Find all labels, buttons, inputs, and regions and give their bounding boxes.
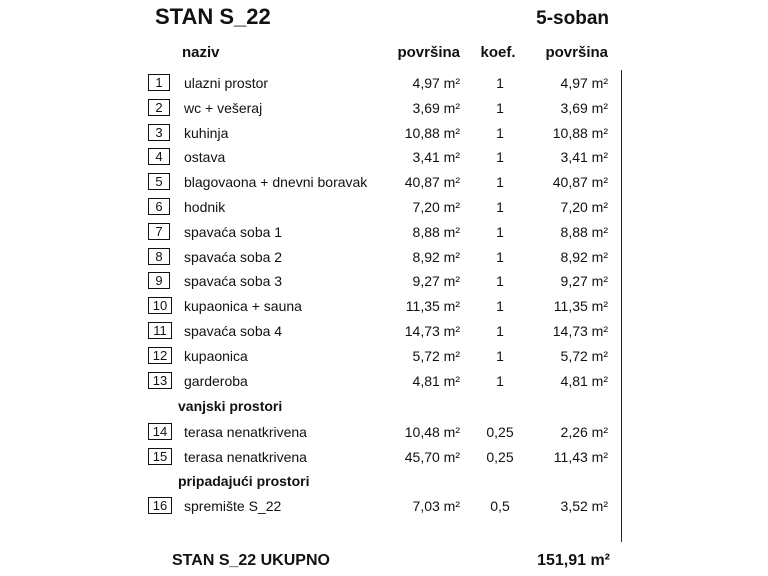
room-name: hodnik [184, 199, 226, 215]
room-number: 10 [148, 297, 172, 314]
room-number: 11 [148, 322, 172, 339]
room-name: garderoba [184, 372, 248, 389]
room-area: 5,72 m² [412, 347, 460, 364]
room-weighted-area: 8,92 m² [560, 248, 608, 265]
room-number: 12 [148, 347, 172, 364]
room-number: 5 [148, 173, 170, 190]
room-number: 16 [148, 497, 172, 514]
room-coefficient: 0,5 [490, 498, 510, 514]
room-area: 8,92 m² [412, 248, 460, 265]
room-weighted-area: 4,97 m² [560, 75, 608, 91]
room-number: 14 [148, 423, 172, 440]
room-weighted-area: 14,73 m² [552, 323, 608, 339]
room-weighted-area: 10,88 m² [552, 124, 608, 141]
room-weighted-area: 11,43 m² [553, 448, 608, 465]
room-coefficient: 1 [496, 323, 504, 339]
header-povrsina: površina [397, 44, 460, 61]
room-weighted-area: 8,88 m² [560, 223, 608, 240]
room-name: kuhinja [184, 124, 229, 141]
table-row [0, 147, 768, 167]
total-value: 151,91 m² [537, 552, 610, 569]
table-row [0, 496, 768, 516]
room-name: blagovaona + dnevni boravak [184, 174, 368, 191]
room-area: 3,69 m² [412, 99, 460, 116]
room-coefficient: 1 [496, 223, 504, 240]
room-coefficient: 1 [496, 174, 504, 191]
table-row [0, 422, 768, 442]
table-row [0, 321, 768, 341]
room-area: 10,48 m² [404, 424, 460, 440]
room-area: 7,03 m² [412, 498, 460, 514]
room-name: spavaća soba 1 [184, 223, 283, 240]
room-name: spavaća soba 2 [184, 248, 283, 265]
table-row [0, 73, 768, 93]
table-row [0, 222, 768, 242]
room-number: 3 [148, 124, 170, 141]
room-weighted-area: 4,81 m² [560, 372, 608, 389]
room-name: kupaonica [184, 347, 248, 364]
table-row [0, 271, 768, 291]
room-coefficient: 1 [496, 124, 504, 141]
room-name: spavaća soba 4 [184, 323, 283, 339]
room-coefficient: 0,25 [486, 424, 514, 440]
room-coefficient: 1 [496, 372, 504, 389]
room-area: 4,81 m² [412, 372, 460, 389]
room-area: 4,97 m² [412, 75, 460, 91]
section-belonging-title: pripadajući prostori [178, 473, 310, 489]
table-row [0, 447, 768, 467]
table-row [0, 296, 768, 316]
room-coefficient: 1 [496, 298, 504, 315]
table-row [0, 172, 768, 192]
table-divider [621, 70, 622, 542]
header-povrsina-weighted: površina [545, 44, 608, 61]
room-weighted-area: 7,20 m² [560, 199, 608, 215]
room-coefficient: 1 [496, 347, 504, 364]
room-weighted-area: 2,26 m² [560, 424, 608, 440]
room-number: 1 [148, 74, 170, 91]
section-outdoor-title: vanjski prostori [178, 398, 283, 414]
room-number: 13 [148, 372, 172, 389]
room-weighted-area: 40,87 m² [552, 174, 608, 191]
room-number: 8 [148, 248, 170, 265]
room-coefficient: 0,25 [486, 448, 514, 465]
apartment-title: STAN S_22 [155, 4, 271, 29]
room-name: wc + vešeraj [184, 99, 263, 116]
header-naziv: naziv [182, 44, 220, 61]
table-row [0, 123, 768, 143]
total-label: STAN S_22 UKUPNO [172, 552, 330, 569]
room-name: spavaća soba 3 [184, 273, 283, 290]
room-coefficient: 1 [496, 273, 504, 290]
room-coefficient: 1 [496, 199, 504, 215]
room-area: 9,27 m² [412, 273, 460, 290]
room-coefficient: 1 [496, 99, 504, 116]
room-coefficient: 1 [496, 75, 504, 91]
room-area: 7,20 m² [412, 199, 460, 215]
room-weighted-area: 5,72 m² [560, 347, 608, 364]
room-number: 4 [148, 148, 170, 165]
room-number: 2 [148, 99, 170, 116]
room-weighted-area: 9,27 m² [560, 273, 608, 290]
table-row [0, 371, 768, 391]
room-area: 8,88 m² [412, 223, 460, 240]
room-coefficient: 1 [496, 248, 504, 265]
room-weighted-area: 3,41 m² [560, 149, 608, 166]
room-number: 6 [148, 198, 170, 215]
room-area: 10,88 m² [404, 124, 460, 141]
room-weighted-area: 11,35 m² [553, 298, 608, 315]
room-area: 11,35 m² [405, 298, 460, 315]
room-area: 14,73 m² [404, 323, 460, 339]
room-weighted-area: 3,69 m² [560, 99, 608, 116]
room-name: ulazni prostor [184, 75, 269, 91]
table-row [0, 247, 768, 267]
room-count-label: 5-soban [536, 8, 609, 29]
room-name: ostava [184, 149, 226, 166]
room-number: 9 [148, 272, 170, 289]
room-coefficient: 1 [496, 149, 504, 166]
room-number: 7 [148, 223, 170, 240]
table-row [0, 346, 768, 366]
table-row [0, 197, 768, 217]
room-area: 3,41 m² [412, 149, 460, 166]
header-koef: koef. [480, 44, 516, 61]
room-name: kupaonica + sauna [184, 298, 302, 315]
room-number: 15 [148, 448, 172, 465]
room-name: terasa nenatkrivena [184, 424, 307, 440]
room-name: terasa nenatkrivena [184, 448, 307, 465]
table-row [0, 98, 768, 118]
room-area: 45,70 m² [404, 448, 460, 465]
room-weighted-area: 3,52 m² [560, 498, 608, 514]
room-area: 40,87 m² [404, 174, 460, 191]
room-name: spremište S_22 [184, 498, 282, 514]
